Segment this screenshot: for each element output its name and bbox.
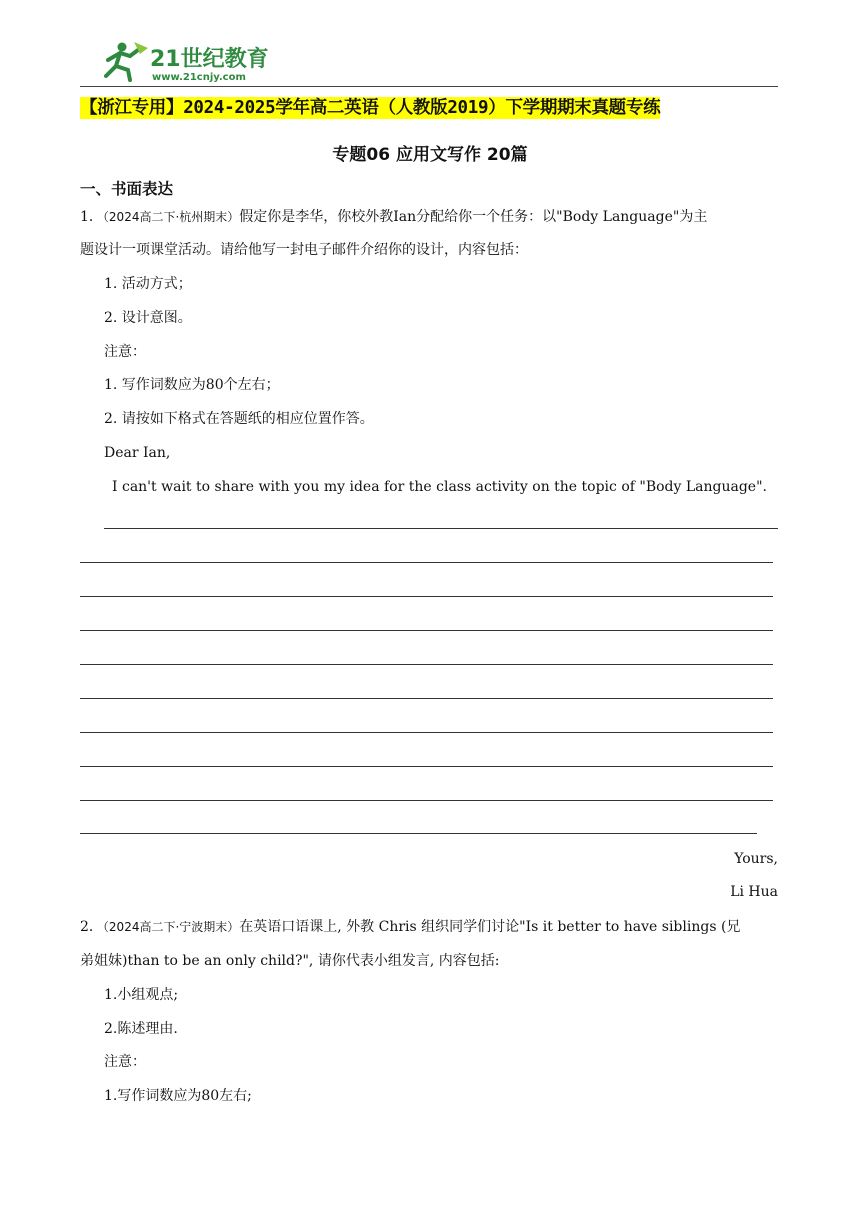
document-title <box>80 93 778 123</box>
logo-url: www.21cnjy.com <box>152 72 246 83</box>
answer-line <box>80 800 773 801</box>
document-title-text: 【浙江专用】2024-2025学年高二英语（人教版2019）下学期期末真题专练 <box>80 98 661 118</box>
answer-line <box>104 528 778 529</box>
q2-item-1: 1.小组观点; <box>104 987 179 1003</box>
q2-source: （2024高二下·宁波期末） <box>102 920 240 934</box>
q1-stem-line1 <box>80 207 707 227</box>
q1-note-2: 2. 请按如下格式在答题纸的相应位置作答。 <box>104 411 374 427</box>
q2-number: 2． <box>80 919 103 935</box>
answer-line <box>80 596 773 597</box>
q1-closing: Yours, <box>734 851 778 867</box>
21cnjy-logo <box>100 38 275 84</box>
answer-line <box>80 562 773 563</box>
q1-signature: Li Hua <box>730 884 778 900</box>
q1-opening: I can't wait to share with you my idea for the class activity on the topic of "Body Language". <box>112 479 767 495</box>
q1-note-label: 注意： <box>104 344 146 360</box>
answer-line <box>80 766 773 767</box>
header-rule <box>80 86 778 87</box>
q1-item-1: 1. 活动方式； <box>104 276 192 292</box>
answer-line <box>80 732 773 733</box>
answer-line <box>80 833 757 834</box>
q1-source: （2024高二下·杭州期末） <box>102 210 240 224</box>
section-heading: 一、书面表达 <box>80 180 174 198</box>
answer-line <box>80 698 773 699</box>
subtitle: 专题06 应用文写作 20篇 <box>332 145 528 165</box>
q1-number: 1． <box>80 209 103 225</box>
q1-note-1: 1. 写作词数应为80个左右； <box>104 377 280 393</box>
logo-text: 21世纪教育 <box>150 47 269 72</box>
q1-salutation: Dear Ian, <box>104 445 171 461</box>
q2-item-2: 2.陈述理由. <box>104 1021 178 1037</box>
q1-stem-text: 假定你是李华，你校外教Ian分配给你一个任务：以"Body Language"为主 <box>239 209 708 225</box>
q2-stem-text: 在英语口语课上, 外教 Chris 组织同学们讨论"Is it better to have siblings (兄 <box>239 919 741 935</box>
q2-note-label: 注意： <box>104 1054 146 1070</box>
q1-stem-line2: 题设计一项课堂活动。请给他写一封电子邮件介绍你的设计，内容包括： <box>80 242 528 258</box>
answer-line <box>80 664 773 665</box>
q2-note-1: 1.写作词数应为80左右; <box>104 1088 252 1104</box>
q2-stem-line2: 弟姐妹)than to be an only child?", 请你代表小组发言, 内容包括: <box>80 953 500 969</box>
q1-item-2: 2. 设计意图。 <box>104 310 192 326</box>
q2-stem-line1 <box>80 917 740 937</box>
answer-line <box>80 630 773 631</box>
runner-icon <box>106 42 148 80</box>
